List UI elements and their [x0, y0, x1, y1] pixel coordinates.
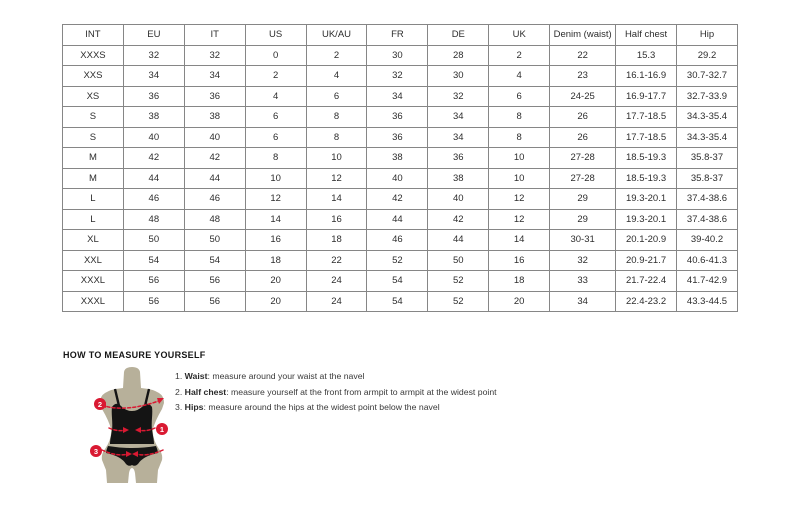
table-cell: 34: [428, 107, 489, 128]
table-cell: XXXL: [63, 291, 124, 312]
table-cell: 8: [489, 127, 550, 148]
table-cell: 54: [184, 250, 245, 271]
table-cell: 34.3-35.4: [677, 107, 738, 128]
table-cell: 43.3-44.5: [677, 291, 738, 312]
table-cell: 20.1-20.9: [616, 230, 677, 251]
table-cell: 46: [123, 189, 184, 210]
table-cell: 20: [245, 271, 306, 292]
table-cell: 52: [428, 291, 489, 312]
column-header: EU: [123, 25, 184, 46]
table-cell: 40.6-41.3: [677, 250, 738, 271]
table-cell: S: [63, 127, 124, 148]
table-row: [63, 107, 738, 128]
table-cell: 46: [184, 189, 245, 210]
table-cell: 14: [489, 230, 550, 251]
table-cell: 10: [489, 168, 550, 189]
column-header: FR: [367, 25, 428, 46]
table-cell: 50: [123, 230, 184, 251]
table-cell: L: [63, 189, 124, 210]
table-cell: 38: [123, 107, 184, 128]
table-row: [63, 189, 738, 210]
table-cell: 36: [184, 86, 245, 107]
table-cell: 17.7-18.5: [616, 107, 677, 128]
table-cell: 20: [489, 291, 550, 312]
table-cell: 19.3-20.1: [616, 189, 677, 210]
badge-2-number: 2: [97, 400, 103, 409]
table-cell: 16: [489, 250, 550, 271]
table-cell: M: [63, 148, 124, 169]
table-cell: 35.8-37: [677, 168, 738, 189]
table-cell: 46: [367, 230, 428, 251]
table-cell: 52: [367, 250, 428, 271]
table-cell: 18.5-19.3: [616, 148, 677, 169]
table-cell: 12: [489, 189, 550, 210]
column-header: INT: [63, 25, 124, 46]
table-cell: 38: [367, 148, 428, 169]
column-header: US: [245, 25, 306, 46]
table-row: [63, 209, 738, 230]
table-cell: 42: [123, 148, 184, 169]
table-cell: 8: [306, 127, 367, 148]
table-cell: 27-28: [550, 168, 616, 189]
table-cell: 4: [306, 66, 367, 87]
table-row: [63, 86, 738, 107]
table-cell: 10: [489, 148, 550, 169]
table-cell: 24: [306, 271, 367, 292]
badge-3-number: 3: [93, 447, 99, 456]
table-cell: 29.2: [677, 45, 738, 66]
table-row: [63, 291, 738, 312]
table-row: [63, 230, 738, 251]
table-cell: 34: [184, 66, 245, 87]
table-cell: 15.3: [616, 45, 677, 66]
table-cell: 8: [306, 107, 367, 128]
table-row: [63, 66, 738, 87]
table-cell: 18.5-19.3: [616, 168, 677, 189]
column-header: Hip: [677, 25, 738, 46]
measure-step: 1. Waist: measure around your waist at the navel: [175, 371, 365, 381]
table-cell: 16.1-16.9: [616, 66, 677, 87]
table-cell: 29: [550, 189, 616, 210]
table-cell: 10: [306, 148, 367, 169]
table-cell: 14: [306, 189, 367, 210]
table-cell: 34: [550, 291, 616, 312]
table-cell: 36: [367, 127, 428, 148]
table-cell: 27-28: [550, 148, 616, 169]
table-cell: S: [63, 107, 124, 128]
table-cell: 44: [428, 230, 489, 251]
table-cell: 22.4-23.2: [616, 291, 677, 312]
table-cell: 48: [123, 209, 184, 230]
table-cell: 36: [123, 86, 184, 107]
table-cell: 54: [367, 291, 428, 312]
table-cell: 42: [184, 148, 245, 169]
table-cell: 6: [245, 107, 306, 128]
table-cell: 40: [123, 127, 184, 148]
table-cell: 42: [367, 189, 428, 210]
table-row: [63, 127, 738, 148]
measure-step: 3. Hips: measure around the hips at the widest point below the navel: [175, 402, 440, 412]
table-cell: 23: [550, 66, 616, 87]
table-cell: 22: [550, 45, 616, 66]
table-cell: 19.3-20.1: [616, 209, 677, 230]
table-cell: XXL: [63, 250, 124, 271]
table-cell: XXS: [63, 66, 124, 87]
measure-step: 2. Half chest: measure yourself at the front from armpit to armpit at the widest point: [175, 386, 497, 397]
table-cell: 50: [428, 250, 489, 271]
table-cell: 34: [367, 86, 428, 107]
table-cell: 32: [428, 86, 489, 107]
table-cell: 28: [428, 45, 489, 66]
table-cell: XS: [63, 86, 124, 107]
table-cell: 40: [428, 189, 489, 210]
table-cell: 26: [550, 127, 616, 148]
table-cell: 30-31: [550, 230, 616, 251]
table-cell: 16.9-17.7: [616, 86, 677, 107]
table-cell: 33: [550, 271, 616, 292]
table-cell: 20: [245, 291, 306, 312]
table-cell: 12: [245, 189, 306, 210]
table-cell: 44: [123, 168, 184, 189]
table-cell: 30: [428, 66, 489, 87]
table-cell: 56: [184, 271, 245, 292]
table-cell: 30: [367, 45, 428, 66]
table-cell: XXXS: [63, 45, 124, 66]
column-header: Half chest: [616, 25, 677, 46]
table-row: [63, 168, 738, 189]
table-cell: 22: [306, 250, 367, 271]
table-cell: 41.7-42.9: [677, 271, 738, 292]
table-cell: 34.3-35.4: [677, 127, 738, 148]
table-cell: 16: [306, 209, 367, 230]
size-chart-table: [62, 24, 738, 312]
table-cell: 32: [184, 45, 245, 66]
badge-1-number: 1: [159, 425, 165, 434]
table-cell: 14: [245, 209, 306, 230]
column-header: Denim (waist): [550, 25, 616, 46]
table-cell: 34: [428, 127, 489, 148]
table-cell: 42: [428, 209, 489, 230]
table-row: [63, 250, 738, 271]
table-cell: 4: [489, 66, 550, 87]
table-cell: 4: [245, 86, 306, 107]
table-cell: 8: [489, 107, 550, 128]
table-cell: 24-25: [550, 86, 616, 107]
table-cell: XL: [63, 230, 124, 251]
table-cell: 36: [428, 148, 489, 169]
table-cell: 32.7-33.9: [677, 86, 738, 107]
table-cell: 0: [245, 45, 306, 66]
table-cell: 8: [245, 148, 306, 169]
measure-steps: [175, 369, 497, 416]
table-cell: 44: [184, 168, 245, 189]
table-cell: 6: [306, 86, 367, 107]
table-row: [63, 148, 738, 169]
table-cell: 32: [367, 66, 428, 87]
table-cell: 21.7-22.4: [616, 271, 677, 292]
table-cell: 38: [428, 168, 489, 189]
table-row: [63, 271, 738, 292]
table-cell: 12: [489, 209, 550, 230]
measurement-figure: [85, 362, 180, 487]
table-cell: 34: [123, 66, 184, 87]
table-cell: 16: [245, 230, 306, 251]
table-cell: 6: [489, 86, 550, 107]
table-cell: 35.8-37: [677, 148, 738, 169]
table-cell: 56: [184, 291, 245, 312]
measure-heading: HOW TO MEASURE YOURSELF: [63, 350, 206, 360]
column-header: UK: [489, 25, 550, 46]
table-cell: 52: [428, 271, 489, 292]
table-cell: 10: [245, 168, 306, 189]
table-cell: 54: [123, 250, 184, 271]
table-cell: 6: [245, 127, 306, 148]
table-cell: 17.7-18.5: [616, 127, 677, 148]
table-cell: L: [63, 209, 124, 230]
table-cell: 38: [184, 107, 245, 128]
table-cell: 54: [367, 271, 428, 292]
table-cell: 26: [550, 107, 616, 128]
table-cell: 44: [367, 209, 428, 230]
table-cell: 37.4-38.6: [677, 209, 738, 230]
table-cell: 56: [123, 291, 184, 312]
table-row: [63, 45, 738, 66]
table-cell: 40: [184, 127, 245, 148]
table-cell: 2: [489, 45, 550, 66]
table-cell: 24: [306, 291, 367, 312]
table-cell: 36: [367, 107, 428, 128]
table-cell: 20.9-21.7: [616, 250, 677, 271]
table-cell: 32: [550, 250, 616, 271]
table-cell: 18: [489, 271, 550, 292]
column-header: UK/AU: [306, 25, 367, 46]
table-cell: 37.4-38.6: [677, 189, 738, 210]
table-cell: 30.7-32.7: [677, 66, 738, 87]
table-cell: 2: [306, 45, 367, 66]
table-cell: 18: [245, 250, 306, 271]
table-cell: 18: [306, 230, 367, 251]
table-cell: 50: [184, 230, 245, 251]
table-cell: 29: [550, 209, 616, 230]
table-cell: 2: [245, 66, 306, 87]
table-cell: 56: [123, 271, 184, 292]
column-header: DE: [428, 25, 489, 46]
table-cell: 39-40.2: [677, 230, 738, 251]
table-cell: XXXL: [63, 271, 124, 292]
table-cell: 12: [306, 168, 367, 189]
header-row: [63, 25, 738, 46]
table-cell: 40: [367, 168, 428, 189]
table-cell: M: [63, 168, 124, 189]
column-header: IT: [184, 25, 245, 46]
table-cell: 48: [184, 209, 245, 230]
table-cell: 32: [123, 45, 184, 66]
